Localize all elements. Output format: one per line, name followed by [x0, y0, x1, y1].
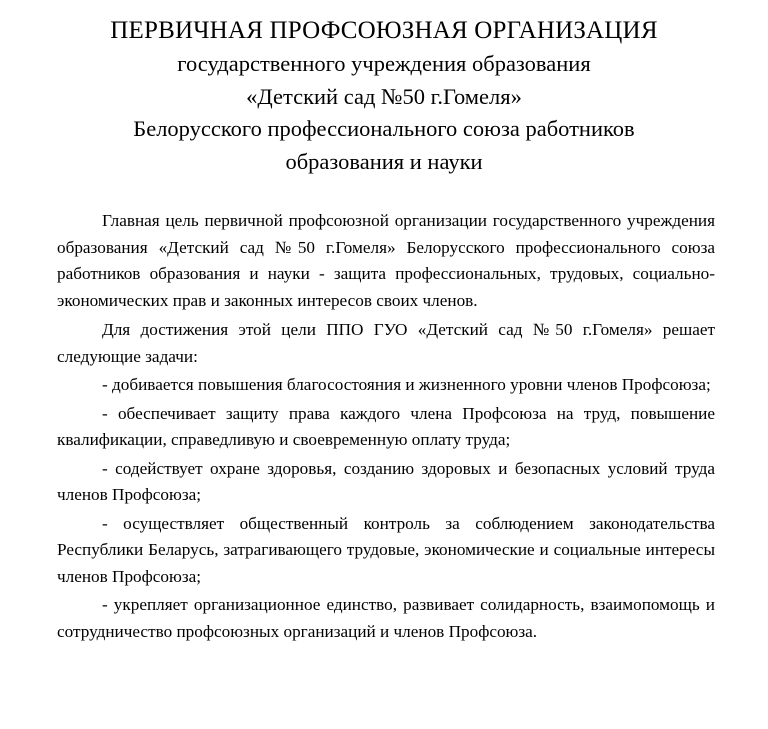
- task-item: - укрепляет организационное единство, развивает солидарность, взаимопомощь и сотрудничество профсоюзных организаций и членов Профсоюза.: [57, 595, 715, 641]
- paragraph-tasks-intro: Для достижения этой цели ППО ГУО «Детский сад №50 г.Гомеля» решает следующие задачи:: [57, 320, 715, 366]
- header-subtitle-line-1: государственного учреждения образования: [177, 51, 591, 76]
- document-body: [57, 208, 715, 647]
- task-item: - обеспечивает защиту права каждого члена Профсоюза на труд, повышение квалификации, справедливую и своевременную оплату труда;: [57, 403, 715, 449]
- task-item: - добивается повышения благосостояния и жизненного уровни членов Профсоюза;: [102, 375, 711, 394]
- paragraph-main-goal: Главная цель первичной профсоюзной организации государственного учреждения образования «Детский сад №50 г.Гомеля» Белорусского профессионального союза работников образования и науки - защита профессиональных, трудовых, социально-экономических прав и законных интересов своих членов.: [57, 211, 715, 310]
- task-item: - содействует охране здоровья, созданию здоровых и безопасных условий труда членов Профсоюза;: [57, 458, 715, 504]
- header-subtitle-line-2: «Детский сад №50 г.Гомеля»: [246, 83, 522, 109]
- task-item: - осуществляет общественный контроль за соблюдением законодательства Республики Беларусь, затрагивающего трудовые, экономические и социальные интересы членов Профсоюза;: [57, 513, 715, 586]
- header-subtitle-line-4: образования и науки: [285, 148, 483, 174]
- document-header: [40, 14, 728, 178]
- header-subtitle-line-3: Белорусского профессионального союза работников: [133, 116, 635, 141]
- organization-title: ПЕРВИЧНАЯ ПРОФСОЮЗНАЯ ОРГАНИЗАЦИЯ: [110, 17, 658, 44]
